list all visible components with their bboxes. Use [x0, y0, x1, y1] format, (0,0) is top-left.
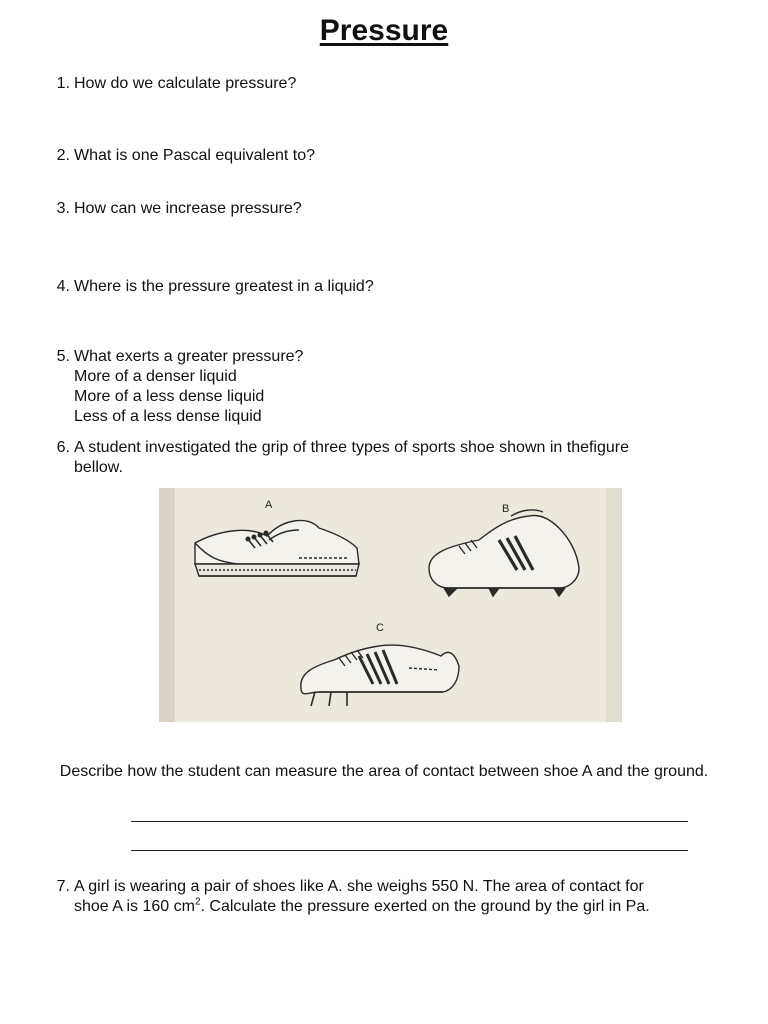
question-number: 3.	[56, 200, 70, 217]
shoe-c-drawing	[301, 645, 459, 706]
answer-line-2[interactable]	[131, 850, 688, 851]
question-text-line-2: bellow.	[74, 459, 123, 476]
question-number: 7.	[56, 878, 70, 895]
shoe-b-drawing	[429, 510, 579, 596]
shoe-a-label: A	[265, 499, 273, 511]
shoe-b-label: B	[502, 503, 510, 515]
shoes-figure	[159, 488, 622, 722]
shoe-a-drawing	[195, 520, 359, 576]
question-number: 4.	[56, 278, 70, 295]
shoe-c-label: C	[376, 622, 384, 634]
question-text-line-2b: . Calculate the pressure exerted on the ground by the girl in Pa.	[200, 898, 650, 915]
answer-line-1[interactable]	[131, 821, 688, 822]
option-1: More of a denser liquid	[74, 368, 237, 385]
question-text: How do we calculate pressure?	[74, 75, 297, 92]
option-3: Less of a less dense liquid	[74, 408, 262, 425]
question-text: Where is the pressure greatest in a liquid?	[74, 278, 374, 295]
question-text-line-1: A girl is wearing a pair of shoes like A. she weighs 550 N. The area of contact for	[74, 878, 644, 895]
question-number: 6.	[56, 439, 70, 456]
question-text-line-1: A student investigated the grip of three types of sports shoe shown in thefigure	[74, 439, 630, 456]
question-number: 1.	[56, 75, 70, 92]
page-title: Pressure	[319, 14, 449, 47]
question-number: 2.	[56, 147, 70, 164]
superscript-2: 2	[194, 896, 201, 908]
question-text: What is one Pascal equivalent to?	[74, 147, 316, 164]
question-text: How can we increase pressure?	[74, 200, 302, 217]
question-number: 5.	[56, 348, 70, 365]
question-text-line-2a: shoe A is 160 cm	[74, 898, 195, 915]
question-text: What exerts a greater pressure?	[74, 348, 304, 365]
describe-prompt: Describe how the student can measure the area of contact between shoe A and the ground.	[59, 763, 709, 780]
option-2: More of a less dense liquid	[74, 388, 265, 405]
